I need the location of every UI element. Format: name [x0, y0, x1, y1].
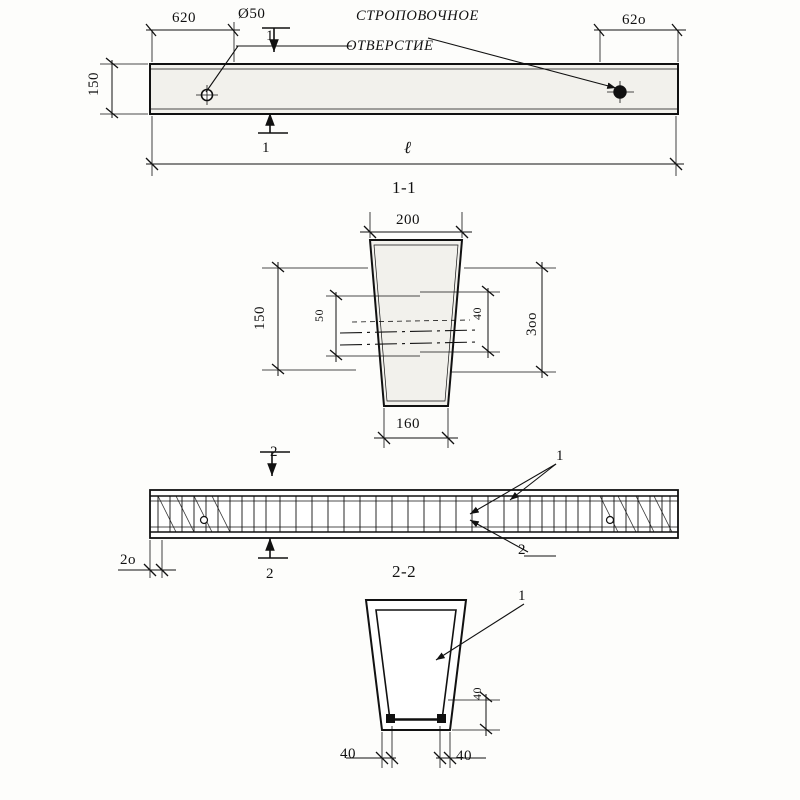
rebar-cage-view — [118, 452, 678, 578]
pos-mark-1-section22-label: 1 — [518, 588, 526, 604]
dim-left-150-label: 150 — [252, 306, 268, 330]
section-2-2-title: 2-2 — [392, 562, 417, 581]
dim-bottom-right-40-label: 40 — [456, 748, 472, 764]
dim-height-150-label: 150 — [86, 72, 102, 96]
dim-bottom-left-40-label: 40 — [340, 746, 356, 762]
pos-mark-1-rebar-label: 1 — [556, 448, 564, 464]
pos-mark-2-rebar-label: 2 — [518, 542, 526, 558]
strop-label-line2: ОТВЕРСТИЕ — [346, 38, 434, 54]
dim-bottom-160-label: 160 — [396, 416, 420, 432]
dim-inner-50-label: 50 — [312, 309, 326, 322]
dim-inner-40-label: 40 — [470, 307, 484, 320]
dim-left-20-label: 2o — [120, 552, 136, 568]
dim-right-300-label: 3oo — [524, 312, 540, 336]
section-mark-1-bottom-label: 1 — [262, 140, 270, 156]
section-mark-2-bottom-label: 2 — [266, 566, 274, 582]
dim-left-620-label: 620 — [172, 10, 196, 26]
section-2-2-view — [346, 600, 524, 768]
dim-top-200-label: 200 — [396, 212, 420, 228]
dim-right-620-label: 62o — [622, 12, 646, 28]
section-mark-2-top-label: 2 — [270, 444, 278, 460]
section-1-1-view — [262, 212, 556, 448]
dim-right-40-label: 40 — [470, 687, 484, 700]
dim-length-l-label: ℓ — [404, 138, 412, 157]
strop-label-line1: СТРОПОВОЧНОЕ — [356, 8, 479, 24]
hole-diameter-label: Ø50 — [238, 6, 266, 22]
section-1-1-title: 1-1 — [392, 178, 417, 197]
section-mark-1-top-label: 1 — [266, 28, 274, 44]
